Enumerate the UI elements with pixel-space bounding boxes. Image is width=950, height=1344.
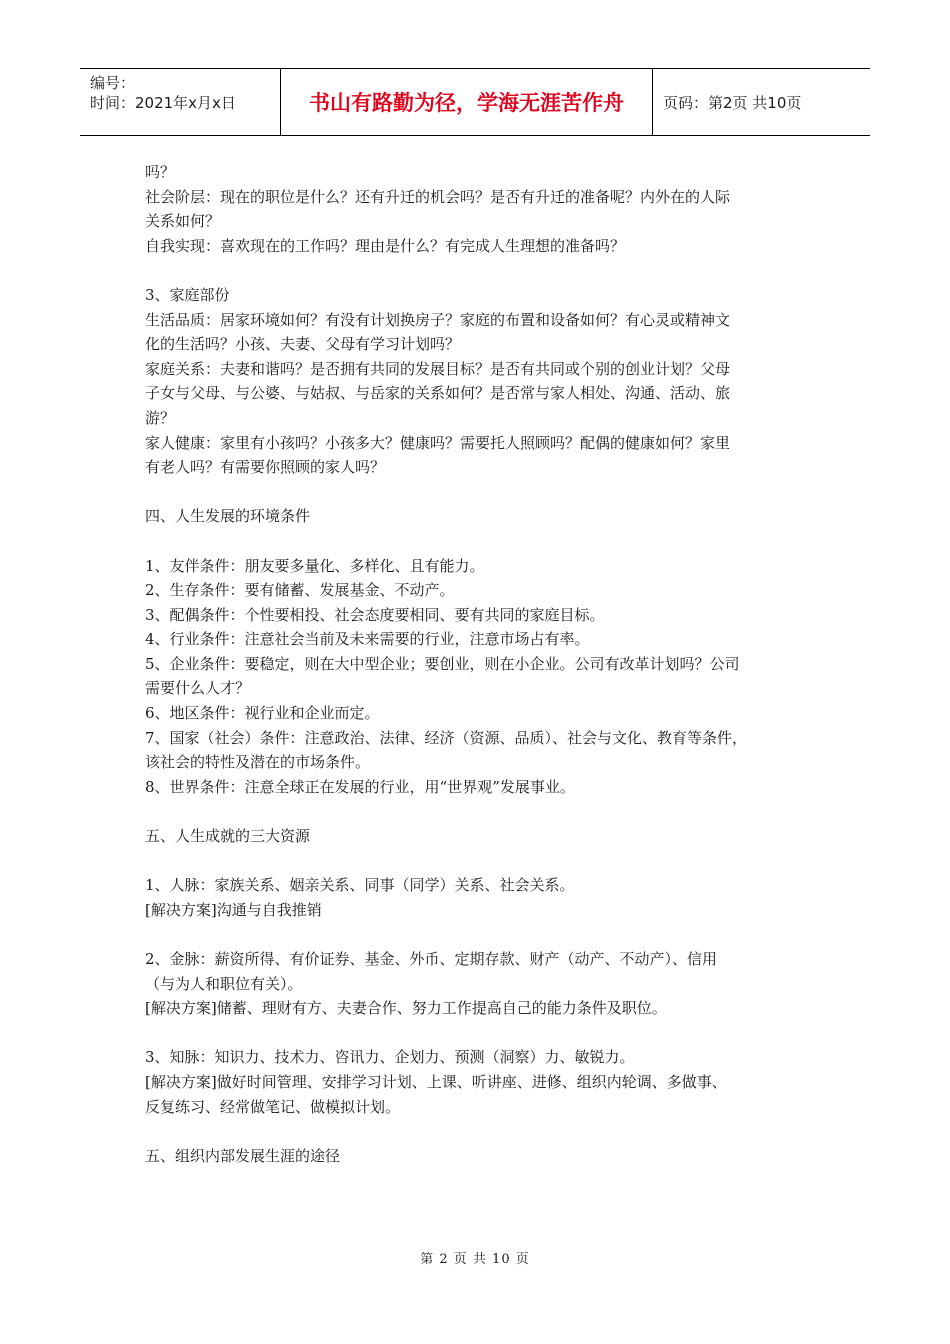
list-item: 3、配偶条件：个性要相投、社会态度要相同、要有共同的家庭目标。: [145, 605, 605, 624]
text-line: [解决方案]做好时间管理、安排学习计划、上课、听讲座、进修、组织内轮调、多做事、: [145, 1072, 727, 1091]
number-label: 编号：: [90, 74, 136, 92]
list-item: 7、国家（社会）条件：注意政治、法律、经济（资源、品质）、社会与文化、教育等条件，: [145, 728, 748, 747]
text-line: 生活品质：居家环境如何？有没有计划换房子？家庭的布置和设备如何？有心灵或精神文: [145, 310, 731, 329]
text-line: 子女与父母、与公婆、与姑叔、与岳家的关系如何？是否常与家人相处、沟通、活动、旅: [145, 384, 731, 403]
header-page-info: 页码：第2页 共10页: [663, 93, 802, 112]
text-line: 社会阶层：现在的职位是什么？还有升迁的机会吗？是否有升迁的准备呢？内外在的人际: [145, 187, 731, 206]
page-header: [80, 68, 870, 136]
text-line: 该社会的特性及潜在的市场条件。: [145, 753, 371, 772]
text-line: 家庭关系：夫妻和谐吗？是否拥有共同的发展目标？是否有共同或个别的创业计划？父母: [145, 359, 731, 378]
list-item: 2、金脉：薪资所得、有价证券、基金、外币、定期存款、财产（动产、不动产）、信用: [145, 950, 718, 968]
list-item: 1、人脉：家族关系、姻亲关系、同事（同学）关系、社会关系。: [145, 876, 575, 895]
list-item: 2、生存条件：要有储蓄、发展基金、不动产。: [145, 581, 455, 600]
list-item: 6、地区条件：视行业和企业而定。: [145, 704, 380, 723]
document-body: [145, 160, 825, 1168]
text-line: 有老人吗？有需要你照顾的家人吗？: [145, 458, 386, 477]
list-item: 3、知脉：知识力、技术力、咨讯力、企划力、预测（洞察）力、敏锐力。: [145, 1048, 635, 1067]
text-line: 自我实现：喜欢现在的工作吗？理由是什么？有完成人生理想的准备吗？: [145, 236, 626, 255]
text-line: 吗？: [145, 163, 176, 181]
header-meta: [80, 69, 281, 135]
section-heading: 3、家庭部份: [145, 285, 230, 304]
list-item: 8、世界条件：注意全球正在发展的行业，用“世界观”发展事业。: [145, 777, 575, 796]
page-footer: 第 2 页 共 10 页: [420, 1252, 530, 1267]
text-line: 反复练习、经常做笔记、做模拟计划。: [145, 1097, 401, 1116]
text-line: 化的生活吗？小孩、夫妻、父母有学习计划吗？: [145, 335, 461, 354]
text-line: [解决方案]沟通与自我推销: [145, 900, 322, 919]
text-line: 家人健康：家里有小孩吗？小孩多大？健康吗？需要托人照顾吗？配偶的健康如何？家里: [145, 433, 731, 452]
text-line: （与为人和职位有关）。: [145, 974, 303, 993]
section-heading: 五、人生成就的三大资源: [145, 827, 311, 846]
text-line: [解决方案]储蓄、理财有方、夫妻合作、努力工作提高自己的能力条件及职位。: [145, 999, 667, 1018]
time-label: 时间：2021年x月x日: [90, 94, 236, 112]
list-item: 4、行业条件：注意社会当前及未来需要的行业，注意市场占有率。: [145, 630, 590, 649]
header-motto: 书山有路勤为径，学海无涯苦作舟: [281, 69, 653, 135]
text-line: 关系如何？: [145, 212, 221, 231]
section-heading: 五、组织内部发展生涯的途径: [145, 1146, 341, 1165]
list-item: 5、企业条件：要稳定，则在大中型企业；要创业，则在小企业。公司有改革计划吗？公司: [145, 654, 740, 673]
list-item: 1、友伴条件：朋友要多量化、多样化、且有能力。: [145, 556, 485, 575]
section-heading: 四、人生发展的环境条件: [145, 507, 311, 526]
text-line: 游？: [145, 408, 176, 427]
text-line: 需要什么人才？: [145, 679, 251, 698]
